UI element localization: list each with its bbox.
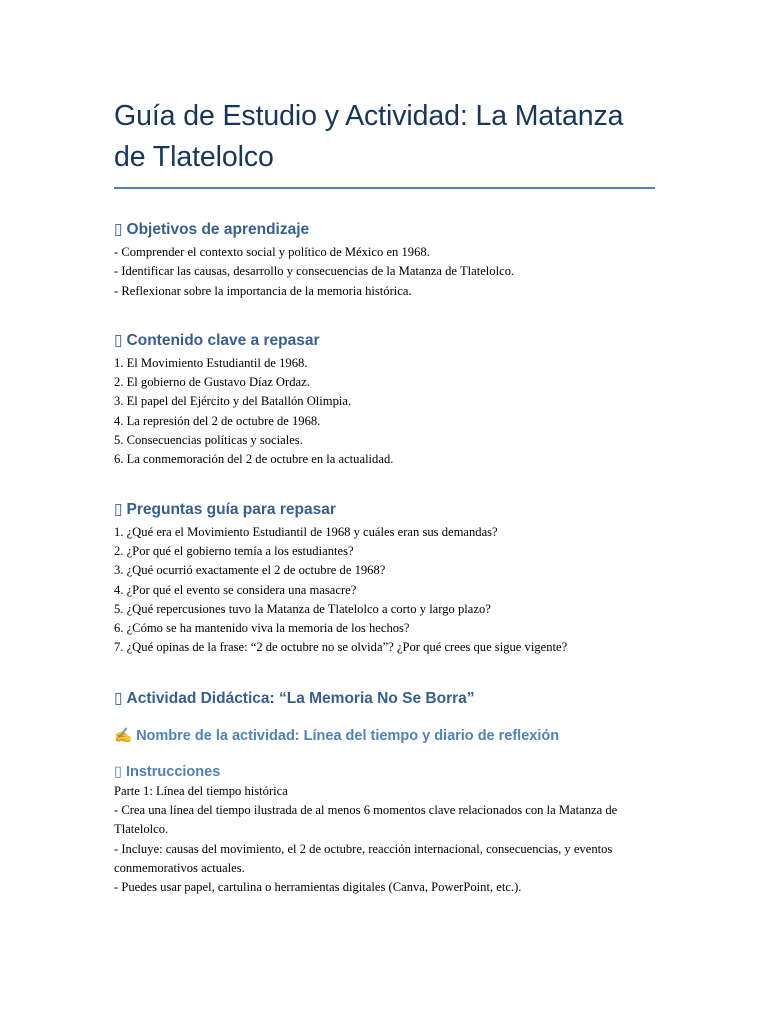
list-item: 6. La conmemoración del 2 de octubre en la actualidad. xyxy=(114,452,394,467)
activity-name-text: Nombre de la actividad: Línea del tiempo y diario de reflexión xyxy=(136,727,560,744)
title-underline xyxy=(114,187,655,189)
activity-name-section xyxy=(114,726,655,746)
content-heading-text: Contenido clave a repasar xyxy=(126,331,320,349)
list-item: 3. El papel del Ejército y del Batallón Olimpia. xyxy=(114,394,352,409)
list-item: 1. ¿Qué era el Movimiento Estudiantil de 1968 y cuáles eran sus demandas? xyxy=(114,524,498,539)
list-item: 4. ¿Por qué el evento se considera una masacre? xyxy=(114,582,357,597)
missing-glyph-icon: ▯ xyxy=(114,331,123,349)
activity-heading xyxy=(114,689,655,709)
objectives-list xyxy=(114,243,655,301)
content-section xyxy=(114,331,655,470)
questions-heading-text: Preguntas guía para repasar xyxy=(126,500,336,518)
objectives-heading xyxy=(114,220,655,240)
missing-glyph-icon: ▯ xyxy=(114,689,123,707)
questions-section xyxy=(114,500,655,658)
missing-glyph-icon: ▯ xyxy=(114,500,123,518)
paragraph-line: - Incluye: causas del movimiento, el 2 de octubre, reacción internacional, consecuencias, y eventos conmemorativos actuales. xyxy=(114,841,613,875)
list-item: 3. ¿Qué ocurrió exactamente el 2 de octubre de 1968? xyxy=(114,563,386,578)
paragraph-line: - Crea una línea del tiempo ilustrada de al menos 6 momentos clave relacionados con la Matanza de Tlatelolco. xyxy=(114,803,618,837)
activity-name-heading xyxy=(114,726,655,746)
content-list xyxy=(114,354,655,470)
activity-section xyxy=(114,689,655,709)
instructions-heading-text: Instrucciones xyxy=(125,763,221,780)
list-item: - Comprender el contexto social y político de México en 1968. xyxy=(114,245,430,259)
document-page xyxy=(114,96,655,898)
list-item: 5. Consecuencias políticas y sociales. xyxy=(114,433,303,448)
writing-hand-icon: ✍ xyxy=(114,727,133,744)
list-item: 1. El Movimiento Estudiantil de 1968. xyxy=(114,355,308,370)
list-item: 5. ¿Qué repercusiones tuvo la Matanza de Tlatelolco a corto y largo plazo? xyxy=(114,601,491,616)
questions-heading xyxy=(114,500,655,520)
instructions-section xyxy=(114,762,655,898)
instructions-body xyxy=(114,782,655,898)
objectives-heading-text: Objetivos de aprendizaje xyxy=(126,221,310,238)
list-item: 6. ¿Cómo se ha mantenido viva la memoria de los hechos? xyxy=(114,621,410,636)
missing-glyph-icon: ▯ xyxy=(114,221,123,238)
list-item: - Reflexionar sobre la importancia de la memoria histórica. xyxy=(114,283,412,298)
paragraph-line: Parte 1: Línea del tiempo histórica xyxy=(114,783,288,798)
questions-list xyxy=(114,523,655,658)
list-item: 4. La represión del 2 de octubre de 1968. xyxy=(114,413,321,428)
missing-glyph-icon: ▯ xyxy=(114,763,122,780)
list-item: 2. ¿Por qué el gobierno temía a los estudiantes? xyxy=(114,543,354,558)
instructions-heading xyxy=(114,762,655,782)
objectives-section xyxy=(114,220,655,301)
list-item: 7. ¿Qué opinas de la frase: “2 de octubre no se olvida”? ¿Por qué crees que sigue vigente? xyxy=(114,640,568,655)
list-item: - Identificar las causas, desarrollo y consecuencias de la Matanza de Tlatelolco. xyxy=(114,264,515,279)
document-title: Guía de Estudio y Actividad: La Matanza de Tlatelolco xyxy=(114,100,624,173)
paragraph-line: - Puedes usar papel, cartulina o herramientas digitales (Canva, PowerPoint, etc.). xyxy=(114,880,522,895)
list-item: 2. El gobierno de Gustavo Díaz Ordaz. xyxy=(114,375,310,390)
content-heading xyxy=(114,331,655,351)
activity-heading-text: Actividad Didáctica: “La Memoria No Se Borra” xyxy=(126,689,475,707)
